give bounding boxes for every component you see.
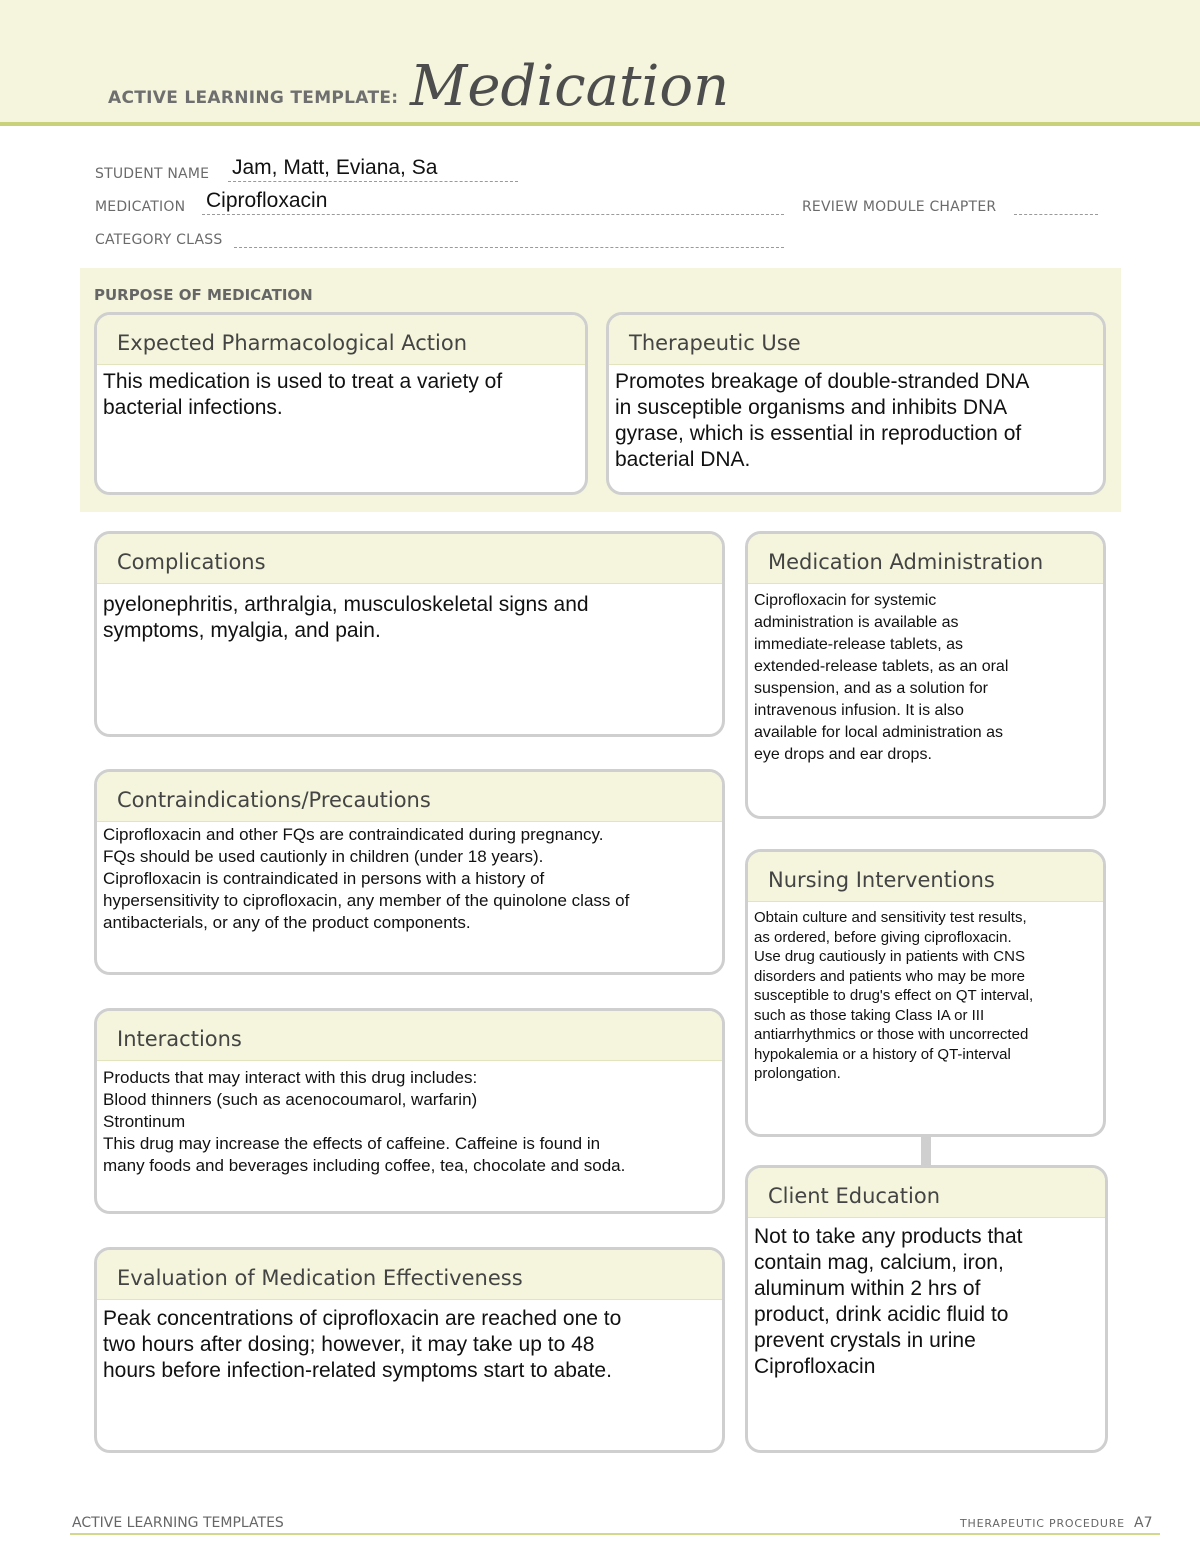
expected-action-text[interactable]: This medication is used to treat a variety of bacterial infections. — [103, 370, 503, 419]
nursing-interventions-title: Nursing Interventions — [748, 852, 1103, 902]
medication-administration-title: Medication Administration — [748, 534, 1103, 584]
category-class-label: CATEGORY CLASS — [95, 232, 223, 248]
medication-label: MEDICATION — [95, 199, 186, 215]
template-title: Medication — [410, 54, 730, 119]
student-name-label: STUDENT NAME — [95, 166, 210, 182]
student-name-line[interactable] — [228, 156, 518, 182]
footer-right: THERAPEUTIC PROCEDURE — [960, 1517, 1125, 1530]
review-module-label: REVIEW MODULE CHAPTER — [802, 199, 997, 215]
expected-action-box — [94, 312, 588, 495]
contraindications-text[interactable]: Ciprofloxacin and other FQs are contraindicated during pregnancy. FQs should be used cautionly in children (under 18 years). Ciprofloxacin is contraindicated in persons with a history of hypersensitivity to ciprofloxacin, any member of the quinolone class of antibacterials, or any of the product components. — [103, 825, 630, 932]
contraindications-title: Contraindications/Precautions — [97, 772, 722, 822]
evaluation-title: Evaluation of Medication Effectiveness — [97, 1250, 722, 1300]
evaluation-box — [94, 1247, 725, 1453]
medication-administration-text[interactable]: Ciprofloxacin for systemic administration is available as immediate-release tablets, as extended-release tablets, as an oral suspension, and as a solution for intravenous infusion. It is also available for local administration as eye drops and ear drops. — [754, 592, 1009, 763]
interactions-title: Interactions — [97, 1011, 722, 1061]
therapeutic-use-title: Therapeutic Use — [609, 315, 1103, 365]
purpose-label: PURPOSE OF MEDICATION — [94, 286, 313, 304]
expected-action-title: Expected Pharmacological Action — [97, 315, 585, 365]
student-name-value: Jam, Matt, Eviana, Sa — [232, 156, 438, 179]
box-connector — [921, 1134, 931, 1166]
footer-left: ACTIVE LEARNING TEMPLATES — [72, 1515, 284, 1531]
medication-line[interactable] — [202, 189, 784, 215]
evaluation-text[interactable]: Peak concentrations of ciprofloxacin are reached one to two hours after dosing; however, it may take up to 48 hours before infection-related symptoms start to abate. — [103, 1307, 622, 1382]
review-module-line[interactable] — [1014, 196, 1098, 215]
therapeutic-use-box — [606, 312, 1106, 495]
interactions-text[interactable]: Products that may interact with this drug includes: Blood thinners (such as acenocoumarol, warfarin) Strontinum This drug may increase the effects of caffeine. Caffeine is found in many foods and beverages including coffee, tea, chocolate and soda. — [103, 1068, 626, 1175]
client-education-title: Client Education — [748, 1168, 1105, 1218]
header-rule — [0, 122, 1200, 126]
nursing-interventions-text[interactable]: Obtain culture and sensitivity test results, as ordered, before giving ciprofloxacin. Use drug cautiously in patients with CNS disorders and patients who may be more susceptible to drug's effect on QT interval, such as those taking Class IA or III antiarrhythmics or those with uncorrected hypokalemia or a history of QT-interval prolongation. — [754, 909, 1034, 1082]
interactions-box — [94, 1008, 725, 1214]
therapeutic-use-text[interactable]: Promotes breakage of double-stranded DNA in susceptible organisms and inhibits DNA gyrase, which is essential in reproduction of bacterial DNA. — [615, 370, 1030, 471]
nursing-interventions-box — [745, 849, 1106, 1137]
client-education-text[interactable]: Not to take any products that contain mag, calcium, iron, aluminum within 2 hrs of product, drink acidic fluid to prevent crystals in urine Ciprofloxacin — [754, 1225, 1023, 1378]
category-class-line[interactable] — [234, 229, 784, 248]
medication-administration-box — [745, 531, 1106, 819]
client-education-box — [745, 1165, 1108, 1453]
medication-value: Ciprofloxacin — [206, 189, 328, 212]
template-brand: ACTIVE LEARNING TEMPLATE: — [108, 88, 399, 108]
complications-text[interactable]: pyelonephritis, arthralgia, musculoskeletal signs and symptoms, myalgia, and pain. — [103, 593, 589, 642]
footer-rule — [70, 1533, 1160, 1535]
complications-title: Complications — [97, 534, 722, 584]
complications-box — [94, 531, 725, 737]
contraindications-box — [94, 769, 725, 975]
footer-page-number: A7 — [1134, 1515, 1153, 1531]
